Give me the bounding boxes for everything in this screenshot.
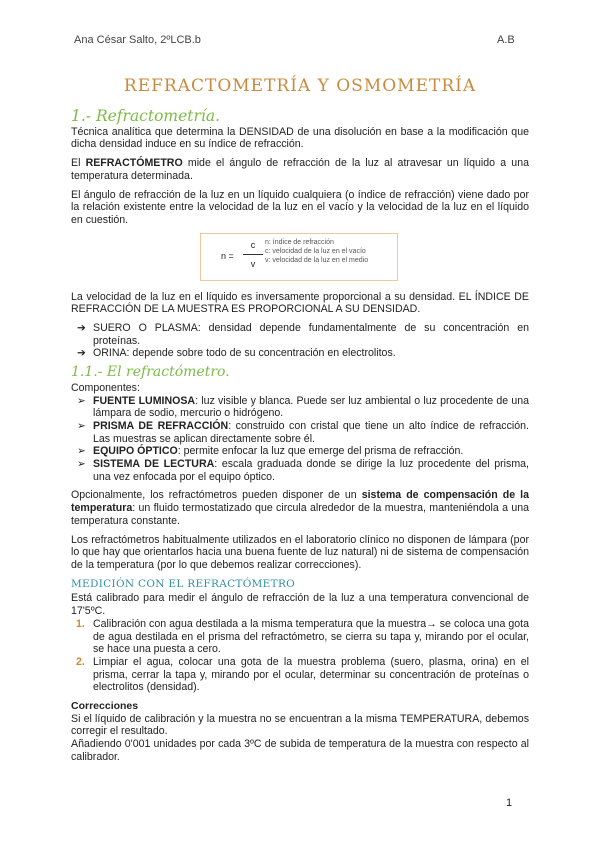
triangle-bullet-icon: ➢ [77, 419, 86, 432]
paragraph-velocity-density: La velocidad de la luz en el líquido es inversamente proporcional a su densidad. EL ÍNDICE DE REFRACCIÓN DE LA MUESTRA ES PROPORCIONAL A SU DENSIDAD. [71, 290, 529, 316]
sample-list [71, 322, 529, 360]
paragraph-definition: Técnica analítica que determina la DENSIDAD de una disolución en base a la modificación que dicha densidad induce en su índice de refracción. [71, 125, 529, 151]
document-body [71, 107, 529, 770]
arrow-icon: ➔ [77, 322, 86, 335]
paragraph-refraction-angle: El ángulo de refracción de la luz en un líquido cualquiera (o índice de refracción) viene dado por la relación existente entre la velocidad de la luz en el vacío y la velocidad de la luz en el líquido en cuestión. [71, 188, 529, 226]
list-item: ➢ EQUIPO ÓPTICO: permite enfocar la luz que emerge del prisma de refracción. [77, 445, 464, 458]
components-list [71, 395, 529, 484]
subheading-measurement: MEDICIÓN CON EL REFRACTÓMETRO [71, 577, 296, 590]
fraction-line [243, 254, 263, 255]
paragraph-temperature-compensation: Opcionalmente, los refractómetros pueden disponer de un sistema de compensación de la temperatura: un fluido termostatizado que circula alrededor de la muestra, manteniéndola a una temperatura constante. [71, 489, 529, 527]
arrow-icon: ➔ [77, 347, 86, 360]
triangle-bullet-icon: ➢ [77, 445, 86, 458]
list-item: ➢ PRISMA DE REFRACCIÓN: construido con cristal que tiene un alto índice de refracción. Las muestras se aplican directamente sobre él. [77, 419, 529, 445]
measurement-steps [71, 618, 529, 694]
formula-lhs: n = [221, 250, 234, 261]
list-item: ➢ FUENTE LUMINOSA: luz visible y blanca. Puede ser luz ambiental o luz procedente de una lámpara de sodio, mercurio o hidrógeno. [77, 394, 529, 420]
formula-legend: n: índice de refracción c: velocidad de la luz en el vacío v: velocidad de la luz en el medio [265, 238, 369, 264]
corrections-heading: Correcciones [71, 700, 139, 713]
list-item: 1. Calibración con agua destilada a la misma temperatura que la muestra→ se coloca una gota de agua destilada en el prisma del refractómetro, se cierra su tapa y, mirando por el ocular, se hace una puesta a cero. [76, 617, 529, 656]
formula-fraction [243, 239, 263, 271]
term-refractometro: REFRACTÓMETRO [85, 157, 183, 170]
triangle-bullet-icon: ➢ [77, 458, 86, 471]
header-author: Ana César Salto, 2ºLCB.b [74, 34, 201, 46]
list-item: ➢ SISTEMA DE LECTURA: escala graduada donde se dirige la luz procedente del prisma, una vez enfocada por el equipo óptico. [77, 458, 529, 483]
paragraph-corrections-2: Añadiendo 0'001 unidades por cada 3ºC de subida de temperatura de la muestra con respecto al calibrador. [71, 738, 529, 763]
page-number: 1 [506, 797, 513, 809]
page-title: REFRACTOMETRÍA Y OSMOMETRÍA [123, 76, 477, 96]
section-heading-refractometro: 1.1.- El refractómetro. [71, 364, 230, 381]
components-label: Componentes: [71, 381, 140, 394]
header-initials: A.B [497, 34, 515, 46]
formula-numerator: c [250, 239, 256, 250]
formula-box [200, 233, 398, 281]
section-heading-refractometria: 1.- Refractometría. [71, 107, 221, 125]
paragraph-lab-refractometers: Los refractómetros habitualmente utilizados en el laboratorio clínico no disponen de lámpara (por lo que hay que orientarlos hacia una buena fuente de luz natural) ni de sistema de compensación de la temperatura (por lo que debemos realizar correcciones). [71, 533, 529, 571]
list-item: ➔ ORINA: depende sobre todo de su concentración en electrolitos. [77, 347, 396, 360]
paragraph-corrections-1: Si el líquido de calibración y la muestra no se encuentran a la misma TEMPERATURA, debemos corregir el resultado. [71, 712, 529, 738]
formula-denominator: v [250, 259, 256, 270]
triangle-bullet-icon: ➢ [77, 394, 86, 407]
list-item: 2. Limpiar el agua, colocar una gota de la muestra problema (suero, plasma, orina) en el prisma, cerrar la tapa y, mirando por el ocular, determinar su concentración de proteínas o electrolitos (densidad). [76, 655, 529, 694]
paragraph-refractometer: El REFRACTÓMETRO mide el ángulo de refracción de la luz al atravesar un líquido a una temperatura determinada. [71, 157, 529, 182]
paragraph-calibration: Está calibrado para medir el ángulo de refracción de la luz a una temperatura convencional de 17'5ºC. [71, 592, 529, 618]
list-item: ➔ SUERO O PLASMA: densidad depende fundamentalmente de su concentración en proteínas. [77, 322, 529, 347]
